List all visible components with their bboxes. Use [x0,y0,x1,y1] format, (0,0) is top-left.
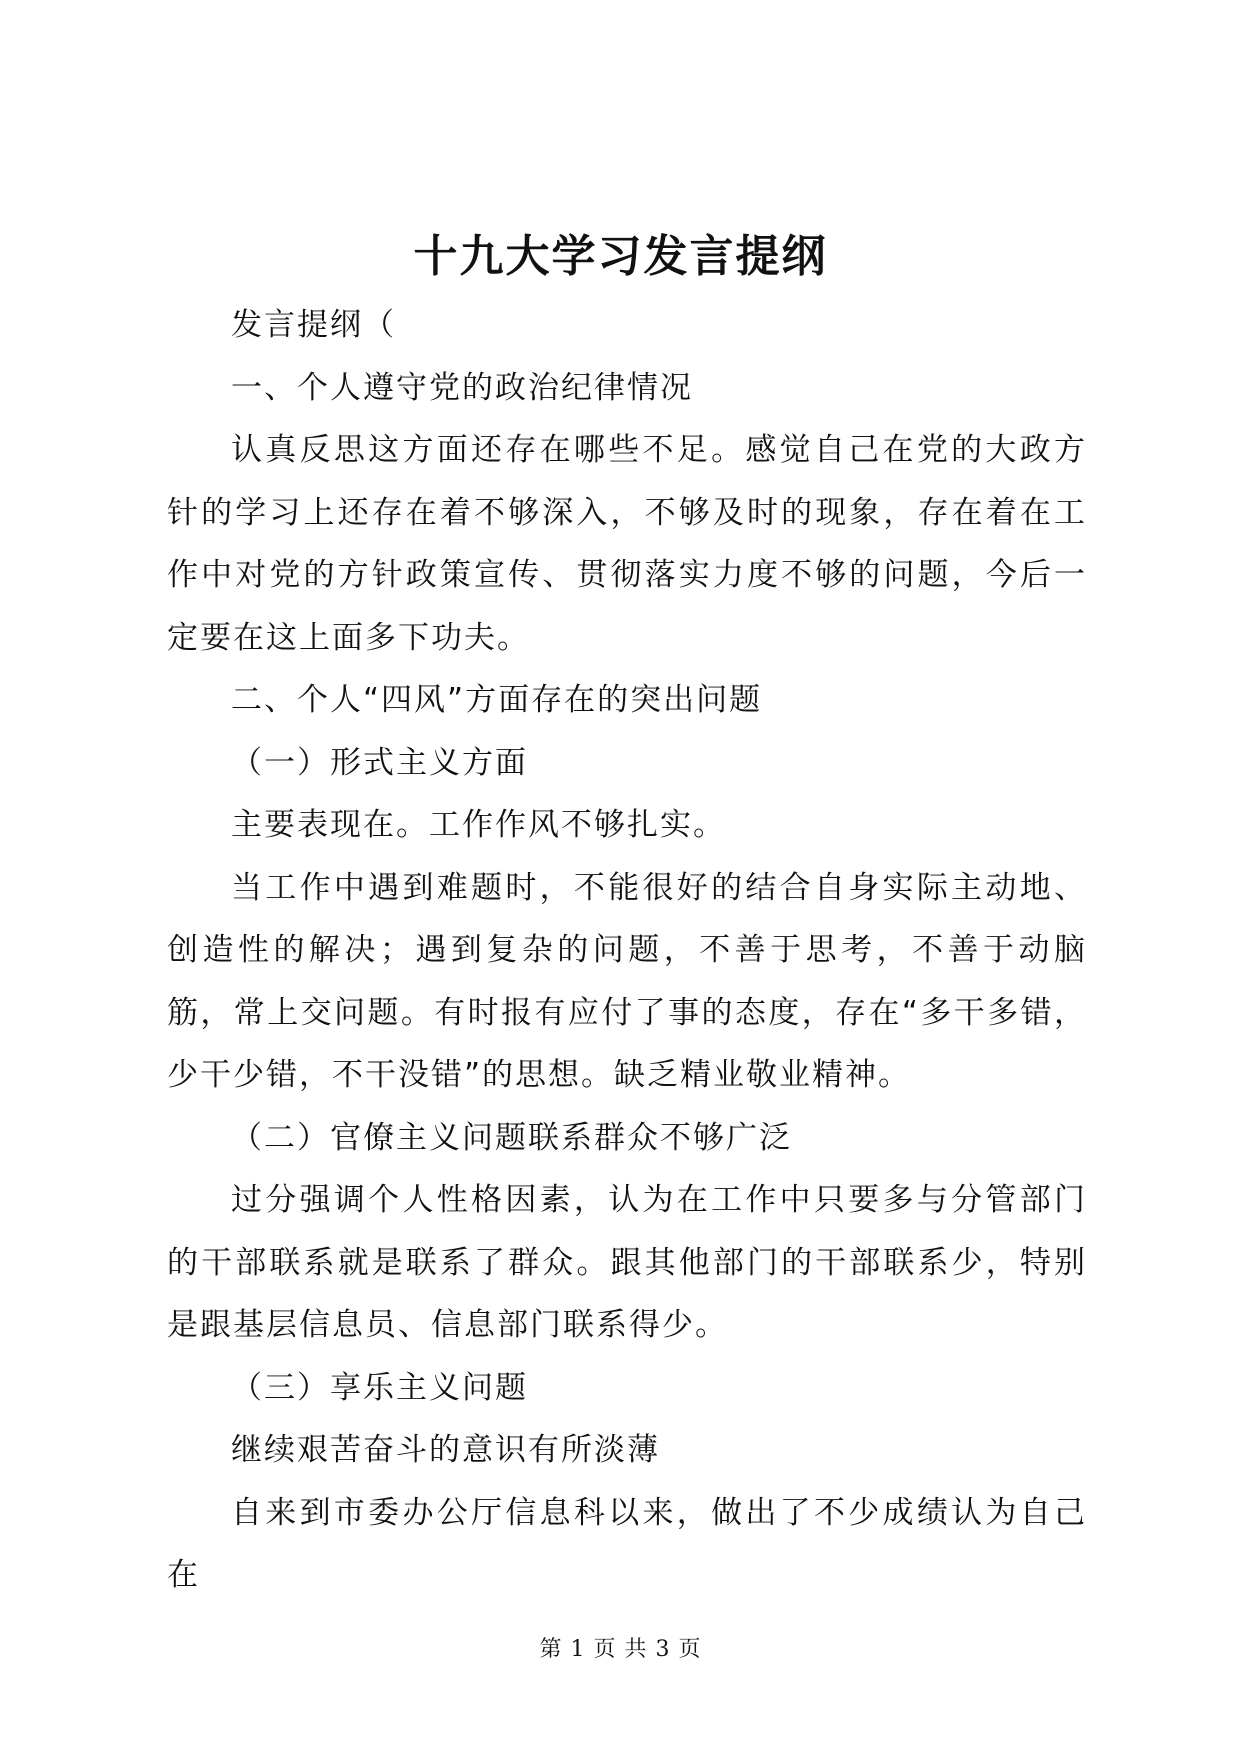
paragraph: 主要表现在。工作作风不够扎实。 [231,807,726,843]
paragraph: （三）享乐主义问题 [231,1369,528,1406]
page-footer: 第 1 页 共 3 页 [539,1637,702,1662]
paragraph: 继续艰苦奋斗的意识有所淡薄 [231,1432,660,1468]
paragraph: （二）官僚主义问题联系群众不够广泛 [231,1119,792,1156]
paragraph: 自来到市委办公厅信息科以来，做出了不少成绩认为自己在 [167,1494,1087,1593]
paragraph: （一）形式主义方面 [231,744,528,781]
paragraph: 发言提纲（ [231,307,396,343]
paragraph: 当工作中遇到难题时，不能很好的结合自身实际主动地、创造性的解决；遇到复杂的问题，不善于思考，不善于动脑筋，常上交问题。有时报有应付了事的态度，存在“多干多错，少干少错，不干没错”的思想。缺乏精业敬业精神。 [167,869,1087,1093]
paragraph: 一、个人遵守党的政治纪律情况 [231,369,693,406]
paragraph: 过分强调个人性格因素，认为在工作中只要多与分管部门的干部联系就是联系了群众。跟其他部门的干部联系少，特别是跟基层信息员、信息部门联系得少。 [167,1182,1087,1343]
document-body [167,294,1087,1607]
document-title: 十九大学习发言提纲 [413,231,828,282]
paragraph: 认真反思这方面还存在哪些不足。感觉自己在党的大政方针的学习上还存在着不够深入，不够及时的现象，存在着在工作中对党的方针政策宣传、贯彻落实力度不够的问题，今后一定要在这上面多下功夫。 [167,432,1087,656]
paragraph: 二、个人“四风”方面存在的突出问题 [231,682,763,718]
